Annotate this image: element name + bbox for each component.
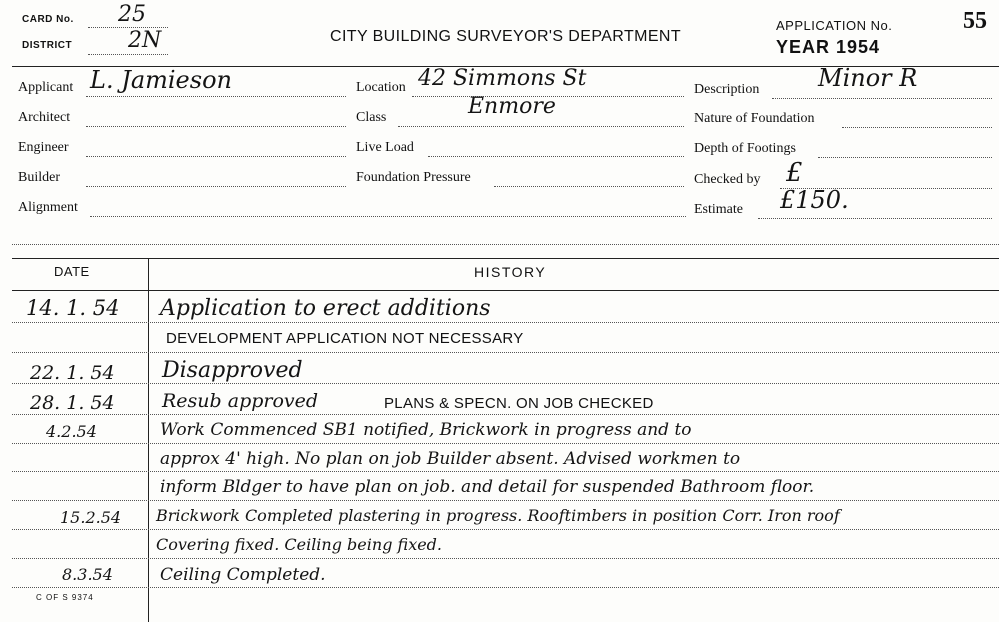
engineer-line (86, 156, 346, 157)
row-line (12, 529, 999, 530)
history-top-rule (12, 258, 999, 259)
applicant-label: Applicant (18, 80, 74, 95)
row-line (12, 500, 999, 501)
row-line (12, 322, 999, 323)
history-stamp: DEVELOPMENT APPLICATION NOT NECESSARY (166, 330, 524, 347)
history-text: Brickwork Completed plastering in progress. Rooftimbers in position Corr. Iron roof (156, 506, 840, 525)
row-line (12, 352, 999, 353)
applicant-value: L. Jamieson (90, 66, 232, 94)
location-label: Location (356, 80, 406, 95)
history-text: inform Bldger to have plan on job. and detail for suspended Bathroom floor. (160, 477, 815, 497)
applicant-line (86, 96, 346, 97)
class-label: Class (356, 110, 387, 125)
checked-by-value: £ (786, 158, 803, 188)
depth-of-footings-label: Depth of Footings (694, 141, 796, 156)
description-label: Description (694, 82, 760, 97)
history-text: Work Commenced SB1 notified, Brickwork in progress and to (160, 420, 692, 440)
engineer-label: Engineer (18, 140, 69, 155)
row-line (12, 443, 999, 444)
class-line (398, 126, 684, 127)
depth-line (818, 157, 992, 158)
history-text: Application to erect additions (160, 296, 491, 321)
history-date: 28. 1. 54 (30, 392, 115, 414)
foundation-pressure-label: Foundation Pressure (356, 170, 471, 185)
alignment-line (90, 216, 686, 217)
estimate-line (758, 218, 992, 219)
history-header: HISTORY (474, 264, 547, 280)
architect-line (86, 126, 346, 127)
history-date: 15.2.54 (60, 508, 122, 527)
application-no-value: 55 (963, 8, 987, 34)
form-code: C OF S 9374 (36, 593, 94, 602)
history-text: Resub approved (162, 390, 319, 412)
card-no-label: CARD No. (22, 14, 74, 25)
live-load-line (428, 156, 684, 157)
row-line (12, 471, 999, 472)
architect-label: Architect (18, 110, 71, 125)
history-date: 4.2.54 (46, 422, 97, 441)
card-no-value: 25 (118, 2, 146, 27)
application-no-label: APPLICATION No. (776, 18, 893, 33)
history-column-divider (148, 258, 149, 622)
row-line (12, 587, 999, 588)
foundation-pressure-line (494, 186, 684, 187)
nature-of-foundation-label: Nature of Foundation (694, 111, 815, 126)
history-date: 8.3.54 (62, 565, 113, 584)
nature-line (842, 127, 992, 128)
estimate-value: £150. (780, 186, 849, 214)
description-value: Minor R (818, 64, 918, 92)
history-text: Disapproved (162, 358, 303, 383)
checked-by-label: Checked by (694, 172, 761, 187)
year-label: YEAR 1954 (776, 37, 881, 57)
history-header-rule (12, 290, 999, 291)
history-text: Ceiling Completed. (160, 565, 326, 585)
class-value: Enmore (468, 94, 556, 119)
history-date: 14. 1. 54 (26, 296, 120, 320)
row-line (12, 414, 999, 415)
fields-bottom-line (12, 244, 999, 245)
history-date: 22. 1. 54 (30, 362, 115, 384)
builder-line (86, 186, 346, 187)
date-header: DATE (54, 264, 90, 279)
district-line (88, 54, 168, 55)
history-stamp: PLANS & SPECN. ON JOB CHECKED (384, 395, 654, 412)
row-line (12, 558, 999, 559)
builder-label: Builder (18, 170, 60, 185)
department-title: CITY BUILDING SURVEYOR'S DEPARTMENT (330, 28, 682, 45)
history-text: Covering fixed. Ceiling being fixed. (156, 535, 443, 554)
description-line (772, 98, 992, 99)
estimate-label: Estimate (694, 202, 743, 217)
live-load-label: Live Load (356, 140, 414, 155)
alignment-label: Alignment (18, 200, 78, 215)
district-label: DISTRICT (22, 40, 73, 51)
district-value: 2N (128, 28, 162, 53)
location-value: 42 Simmons St (418, 66, 587, 91)
row-line (12, 383, 999, 384)
history-text: approx 4' high. No plan on job Builder absent. Advised workmen to (160, 449, 741, 469)
